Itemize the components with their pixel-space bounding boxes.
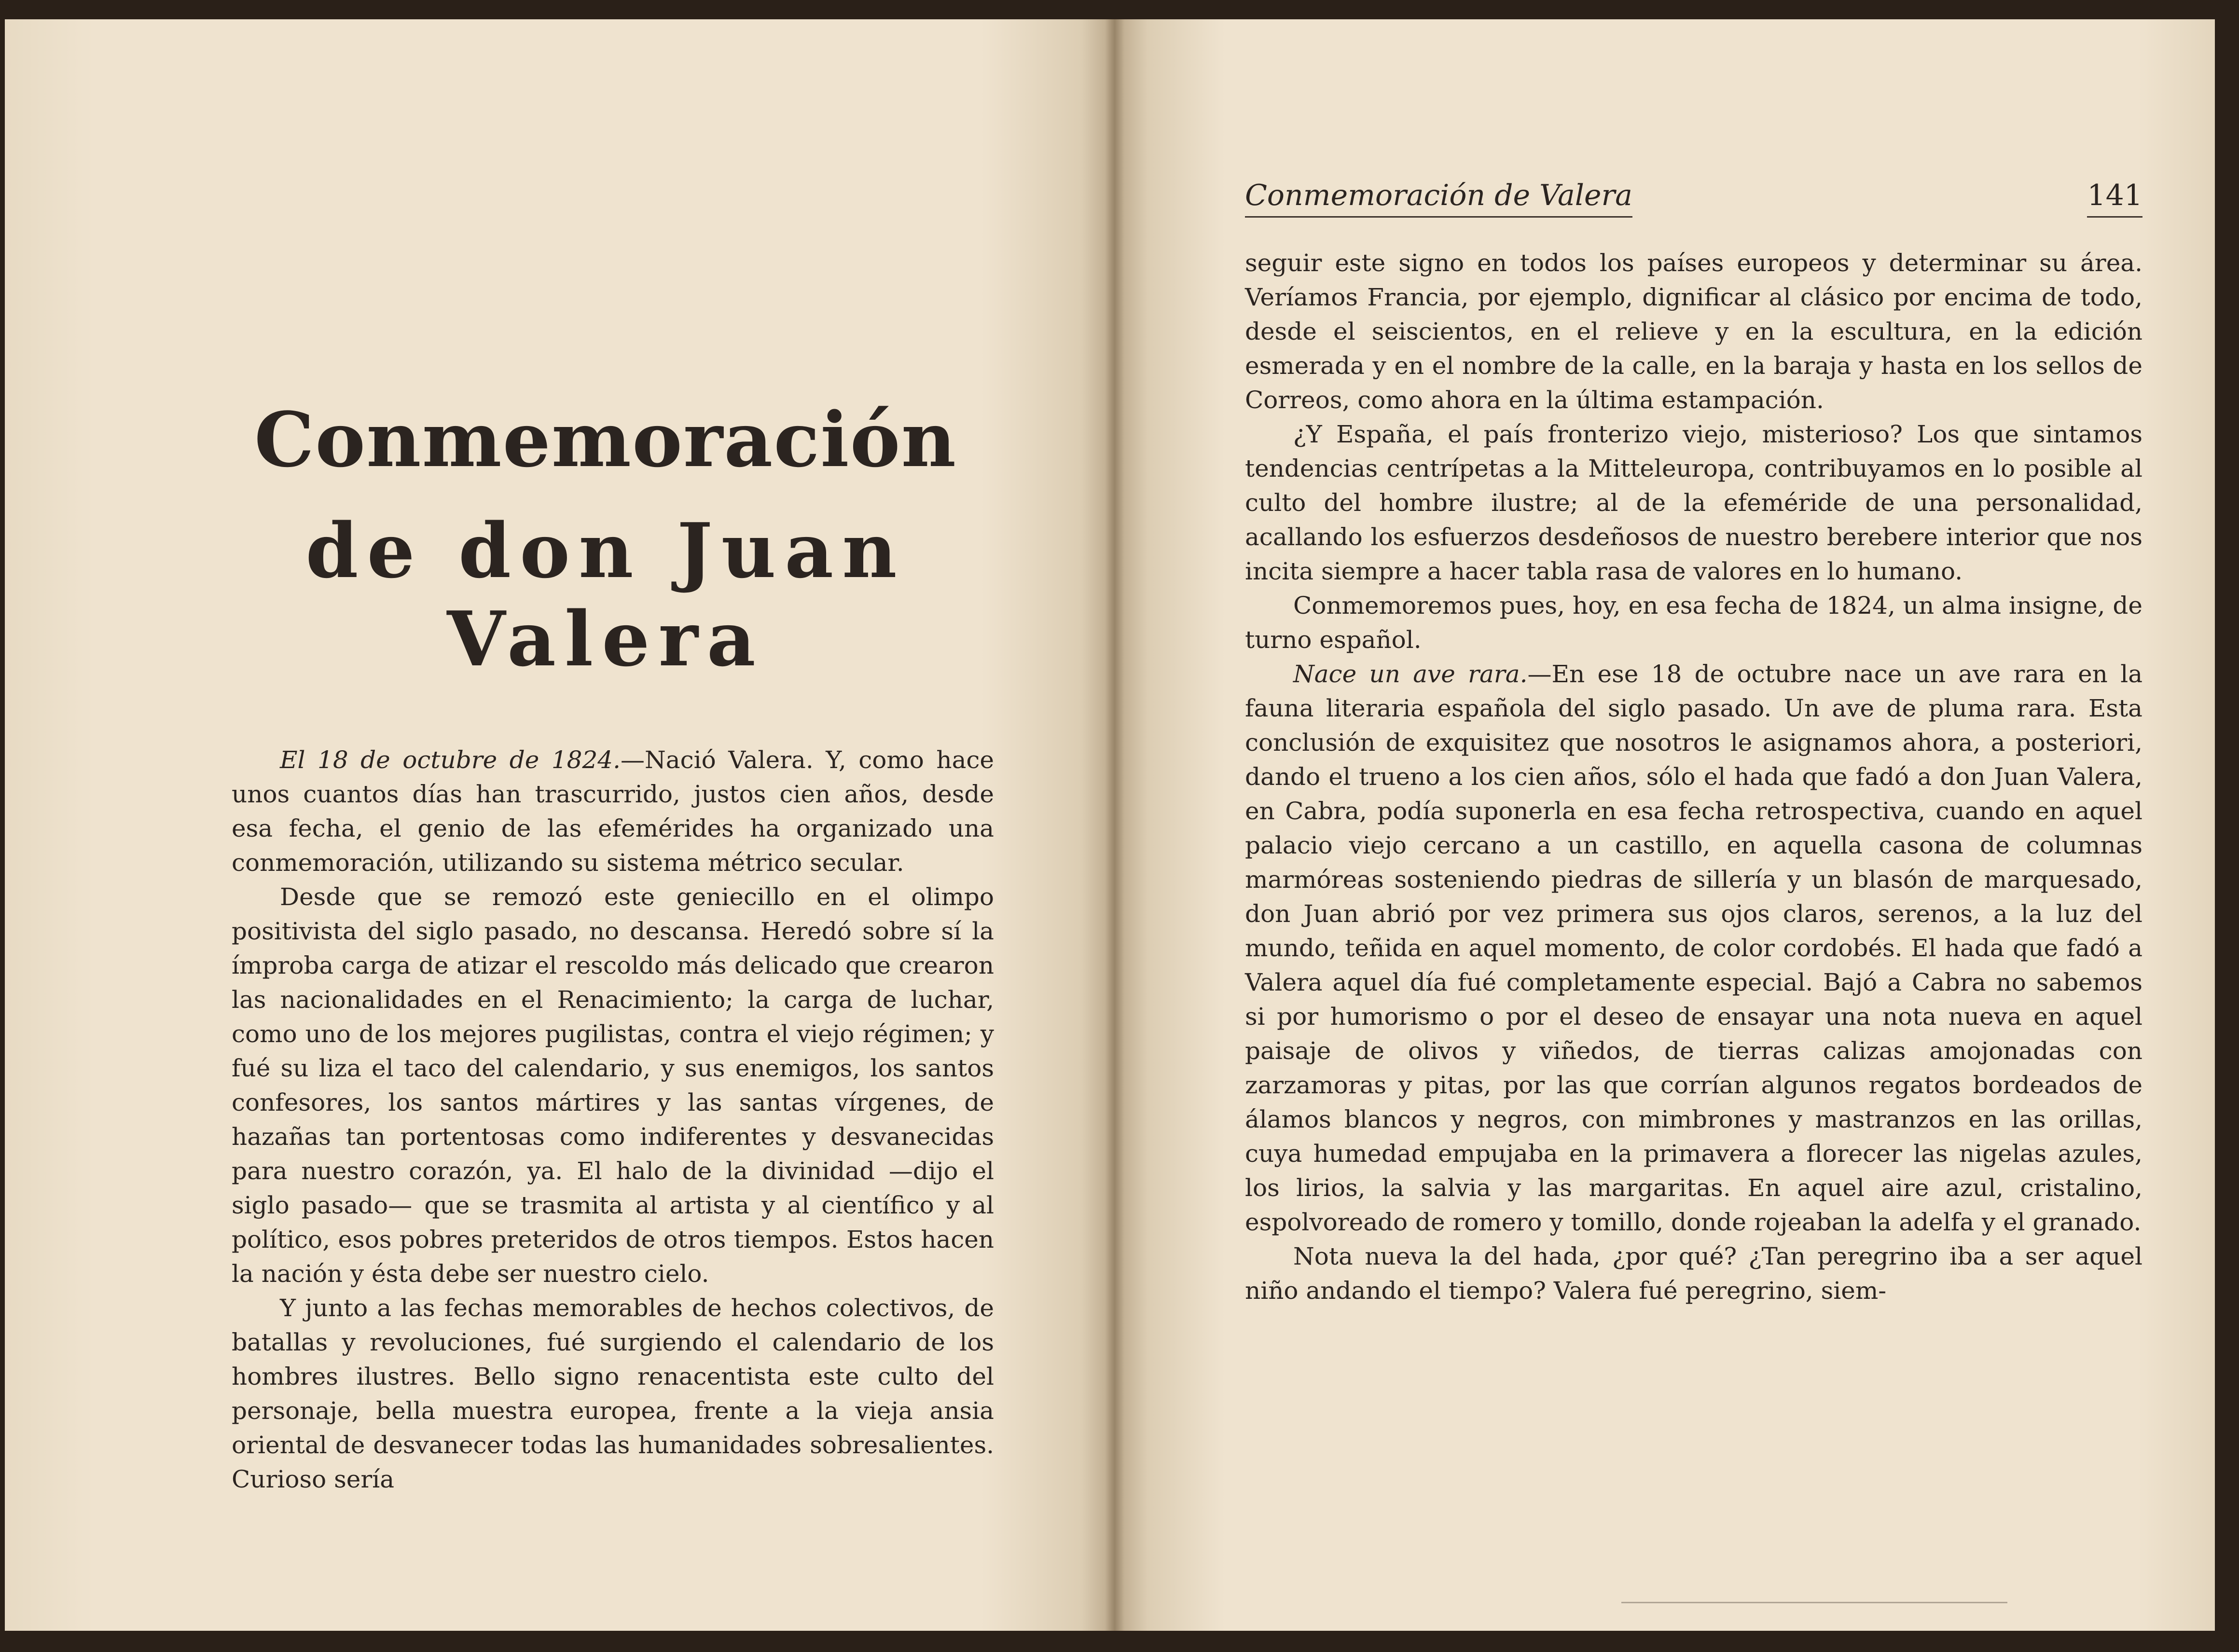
- paragraph-text: ¿Y España, el país fronterizo viejo, misterioso? Los que sintamos tendencias centrípetas a la Mitteleuropa, contribuyamos en lo posible al culto del hombre ilustre; al de la efeméride de una personalidad, acallando los esfuerzos desdeñosos de nuestro berebere interior que nos incita siempre a hacer tabla rasa de valores en lo humano.: [1245, 420, 2142, 585]
- bottom-rule: [1621, 1602, 2007, 1603]
- paragraph: [1245, 1239, 2142, 1308]
- right-page-body: [1245, 246, 2142, 1308]
- paragraph-text: Conmemoremos pues, hoy, en esa fecha de 1824, un alma insigne, de turno español.: [1245, 592, 2142, 654]
- page-number: 141: [2087, 179, 2142, 218]
- paragraph: [1245, 589, 2142, 657]
- paragraph-text: Desde que se remozó este geniecillo en el olimpo positivista del siglo pasado, no descansa. Heredó sobre sí la ímproba carga de atizar el rescoldo más delicado que crearon las nacionalidades en el Renacimiento; la carga de luchar, como uno de los mejores pugilistas, contra el viejo régimen; y fué su liza el taco del calendario, y sus enemigos, los santos confesores, los santos mártires y las santas vírgenes, de hazañas tan portentosas como indiferentes y desvanecidas para nuestro corazón, ya. El halo de la divinidad —dijo el siglo pasado— que se trasmita al artista y al científico y al político, esos pobres preteridos de otros tiempos. Estos hacen la nación y ésta debe ser nuestro cielo.: [232, 883, 994, 1288]
- chapter-title-line-1: Conmemoración: [254, 396, 957, 484]
- paragraph-lead: El 18 de octubre de 1824.: [280, 746, 621, 774]
- left-page-body: [232, 743, 994, 1497]
- running-head: [1245, 174, 2142, 222]
- chapter-title-line-2: de don Juan Valera: [305, 507, 906, 683]
- book-gutter: [1105, 19, 1124, 1631]
- paragraph-text: seguir este signo en todos los países europeos y determinar su área. Veríamos Francia, por ejemplo, dignificar al clásico por encima de todo, desde el seiscientos, en el relieve y en la escultura, en la edición esmerada y en el nombre de la calle, en la baraja y hasta en los sellos de Correos, como ahora en la última estampación.: [1245, 249, 2142, 414]
- paragraph-text: Y junto a las fechas memorables de hechos colectivos, de batallas y revoluciones, fué surgiendo el calendario de los hombres ilustres. Bello signo renacentista este culto del personaje, bella muestra europea, frente a la vieja ansia oriental de desvanecer todas las humanidades sobresalientes. Curioso sería: [232, 1294, 994, 1493]
- paragraph-text: Nota nueva la del hada, ¿por qué? ¿Tan peregrino iba a ser aquel niño andando el tiempo? Valera fué peregrino, siem-: [1245, 1242, 2142, 1305]
- running-title: Conmemoración de Valera: [1245, 179, 1632, 218]
- right-page: [1115, 19, 2215, 1631]
- paragraph: [232, 743, 994, 880]
- paragraph-text: —En ese 18 de octubre nace un ave rara en la fauna literaria española del siglo pasado. Un ave de pluma rara. Esta conclusión de exquisitez que nosotros le asignamos ahora, a posteriori, dando el trueno a los cien años, sólo el hada que fadó a don Juan Valera, en Cabra, podía suponerla en esa fecha retrospectiva, cuando en aquel palacio viejo cercano a un castillo, en aquella casona de columnas marmóreas sosteniendo piedras de sillería y un blasón de marquesado, don Juan abrió por vez primera sus ojos claros, serenos, a la luz del mundo, teñida en aquel momento, de color cordobés. El hada que fadó a Valera aquel día fué completamente especial. Bajó a Cabra no sabemos si por humorismo o por el deseo de ensayar una nota nueva en aquel paisaje de olivos y viñedos, de tierras calizas amojonadas con zarzamoras y pitas, por las que corrían algunos regatos bordeados de álamos blancos y negros, con mimbrones y mastranzos en las orillas, cuya humedad empujaba en la primavera a florecer las nigelas azules, los lirios, la salvia y las margaritas. En aquel aire azul, cristalino, espolvoreado de romero y tomillo, donde rojeaban la adelfa y el granado.: [1245, 660, 2143, 1236]
- paragraph: [1245, 246, 2142, 417]
- paragraph: [1245, 417, 2142, 589]
- paragraph: [232, 880, 994, 1291]
- paragraph-lead: Nace un ave rara.: [1293, 660, 1528, 688]
- paragraph: [1245, 657, 2142, 1239]
- left-page: [5, 19, 1115, 1631]
- paragraph: [232, 1291, 994, 1497]
- paragraph-text: —Nació Valera. Y, como hace unos cuantos días han trascurrido, justos cien años, desde esa fecha, el genio de las efemérides ha organizado una conmemoración, utilizando su sistema métrico secular.: [232, 746, 994, 877]
